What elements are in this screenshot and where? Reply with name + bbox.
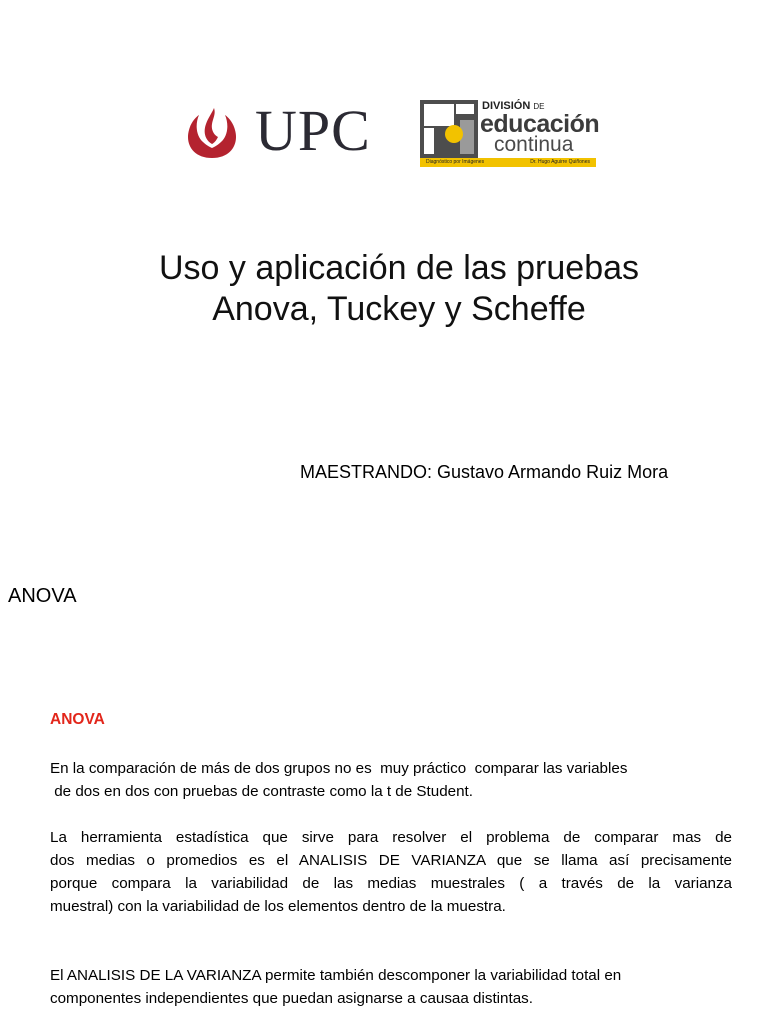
title-line-1: Uso y aplicación de las pruebas [158, 249, 640, 287]
logo-bar-right-text: Dr. Hugo Aguirre Quiñones [530, 159, 590, 165]
educacion-label: educación [480, 110, 600, 138]
content-heading: ANOVA [50, 711, 105, 728]
logo-yellow-bar [420, 158, 596, 167]
upc-wordmark: UPC [255, 98, 371, 163]
upc-logo [183, 100, 383, 162]
paragraph-2-line: La herramienta estadística que sirve para resolver el problema de comparar mas de [50, 829, 732, 846]
slide-title [0, 248, 768, 330]
paragraph-3-line: El ANALISIS DE LA VARIANZA permite también descomponer la variabilidad total en [50, 967, 622, 984]
division-label: DIVISIÓN DE [482, 100, 545, 112]
educacion-continua-logo [420, 100, 598, 168]
paragraph-2-line: muestral) con la variabilidad de los elementos dentro de la muestra. [50, 898, 506, 915]
paragraph-1-line: En la comparación de más de dos grupos no es muy práctico comparar las variables [50, 760, 628, 777]
section-label: ANOVA [8, 585, 77, 607]
logo-bar-left-text: Diagnóstico por Imágenes [426, 159, 485, 165]
title-line-2: Anova, Tuckey y Scheffe [212, 290, 586, 328]
paragraph-2-line: porque compara la variabilidad de las medias muestrales ( a través de la varianza [50, 875, 732, 892]
paragraph-2 [50, 826, 732, 918]
paragraph-1 [50, 757, 750, 803]
upc-emblem-icon [183, 104, 241, 160]
paragraph-1-line: de dos en dos con pruebas de contraste como la t de Student. [50, 783, 473, 800]
continua-label: continua [494, 133, 574, 156]
paragraph-2-line: dos medias o promedios es el ANALISIS DE VARIANZA que se llama así precisamente [50, 852, 732, 869]
paragraph-3-line: componentes independientes que puedan asignarse a causaa distintas. [50, 990, 533, 1007]
educacion-logo-emblem-icon [420, 100, 478, 158]
author-line: MAESTRANDO: Gustavo Armando Ruiz Mora [300, 462, 669, 482]
paragraph-3 [50, 964, 750, 1010]
